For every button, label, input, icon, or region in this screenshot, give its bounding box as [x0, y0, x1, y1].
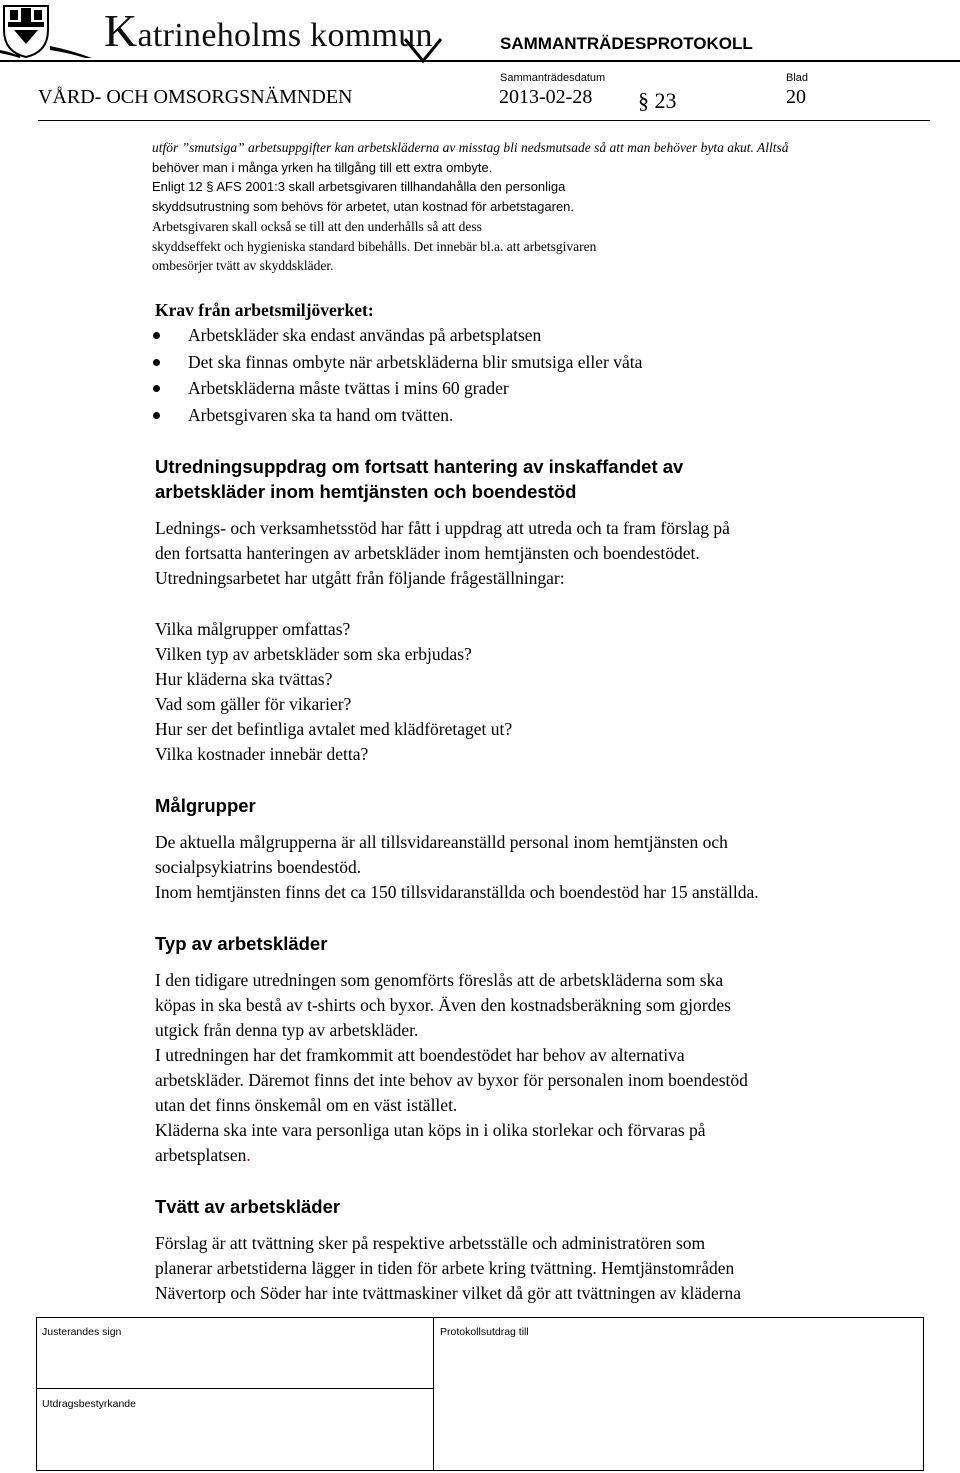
paragraph-line: De aktuella målgrupperna är all tillsvidareanställd personal inom hemtjänsten och — [155, 832, 728, 852]
intro-line: behöver man i många yrken ha tillgång till ett extra ombyte. — [152, 159, 493, 175]
protokollsutdrag-label: Protokollsutdrag till — [440, 1326, 529, 1338]
question: Vilka kostnader innebär detta? — [155, 744, 369, 764]
red-period: . — [246, 1145, 251, 1165]
question: Vilken typ av arbetskläder som ska erbjudas? — [155, 644, 472, 664]
bullet-icon — [153, 359, 160, 366]
krav-list — [155, 322, 895, 428]
page-number: 20 — [786, 86, 806, 108]
meeting-date: 2013-02-28 — [499, 86, 593, 108]
paragraph-line: socialpsykiatrins boendestöd. — [155, 857, 362, 877]
line-text: arbetsplatsen — [155, 1145, 247, 1165]
utredning-paragraph — [155, 516, 925, 591]
paragraph-line: köpas in ska bestå av t-shirts och byxor. Även den kostnadsberäkning som gjordes — [155, 995, 731, 1015]
question: Hur kläderna ska tvättas? — [155, 669, 333, 689]
intro-line: skyddseffekt och hygieniska standard bibehålls. Det innebär bl.a. att arbetsgivaren — [152, 238, 597, 254]
typ-heading: Typ av arbetskläder — [155, 933, 328, 954]
document-title: SAMMANTRÄDESPROTOKOLL — [500, 34, 753, 53]
heading-line: arbetskläder inom hemtjänsten och boendestöd — [155, 481, 577, 502]
list-item — [155, 402, 895, 429]
intro-line: utför ”smutsiga” arbetsuppgifter kan arbetskläderna av misstag bli nedsmutsade så att man behöver byta akut. Alltså — [152, 140, 789, 155]
section-value: 23 — [654, 88, 677, 113]
list-item — [155, 375, 895, 402]
paragraph-line: Lednings- och verksamhetsstöd har fått i uppdrag att utreda och ta fram förslag på — [155, 518, 730, 538]
list-item-text: Arbetskläder ska endast användas på arbetsplatsen — [188, 325, 542, 345]
paragraph-line: utgick från denna typ av arbetskläder. — [155, 1020, 419, 1040]
justerandes-sign-label: Justerandes sign — [42, 1326, 122, 1338]
paragraph-line: I den tidigare utredningen som genomförts föreslås att de arbetskläderna som ska — [155, 970, 724, 990]
board-name: VÅRD- OCH OMSORGSNÄMNDEN — [38, 86, 353, 108]
header-bottom-rule — [38, 120, 930, 121]
paragraph-line: planerar arbetstiderna lägger in tiden för arbete kring tvättning. Hemtjänstområden — [155, 1258, 735, 1278]
bullet-icon — [153, 332, 160, 339]
question: Vilka målgrupper omfattas? — [155, 619, 351, 639]
org-name: Katrineholms kommun — [104, 5, 433, 56]
intro-line: skyddsutrustning som behövs för arbetet, utan kostnad för arbetstagaren. — [152, 199, 575, 215]
header-rule — [0, 60, 960, 62]
footer-divider — [433, 1318, 434, 1470]
footer-divider — [37, 1388, 433, 1389]
paragraph-line: Nävertorp och Söder har inte tvättmaskiner vilket då gör att tvättningen av kläderna — [155, 1283, 742, 1303]
question: Hur ser det befintliga avtalet med klädföretaget ut? — [155, 719, 513, 739]
paragraph-line: arbetskläder. Däremot finns det inte behov av byxor för personalen inom boendestöd — [155, 1070, 748, 1090]
question: Vad som gäller för vikarier? — [155, 694, 352, 714]
paragraph-line: I utredningen har det framkommit att boendestödet har behov av alternativa — [155, 1045, 685, 1065]
question-list — [155, 617, 925, 767]
utdragsbestyrkande-label: Utdragsbestyrkande — [42, 1398, 136, 1410]
paragraph-line: den fortsatta hanteringen av arbetskläder inom hemtjänsten och boendestödet. — [155, 543, 700, 563]
intro-line: Enligt 12 § AFS 2001:3 skall arbetsgivaren tillhandahålla den personliga — [152, 179, 566, 195]
list-item-text: Det ska finnas ombyte när arbetskläderna blir smutsiga eller våta — [188, 351, 643, 372]
tvatt-paragraph — [155, 1231, 925, 1306]
section-number — [638, 88, 677, 114]
list-item-text: Arbetsgivaren ska ta hand om tvätten. — [188, 404, 454, 425]
intro-line: ombesörjer tvätt av skyddskläder. — [152, 258, 334, 274]
paragraph-line: Kläderna ska inte vara personliga utan köps in i olika storlekar och förvaras på — [155, 1120, 706, 1140]
paragraph-line: Förslag är att tvättning sker på respektive arbetsställe och administratören som — [155, 1233, 706, 1253]
paragraph-line — [155, 1143, 925, 1168]
paragraph-line: Utredningsarbetet har utgått från följande frågeställningar: — [155, 568, 565, 588]
coat-of-arms-logo — [0, 0, 92, 58]
list-item — [155, 349, 895, 376]
list-item — [155, 322, 895, 349]
intro-line: Arbetsgivaren skall också se till att den underhålls så att dess — [152, 218, 482, 234]
bullet-icon — [153, 385, 160, 392]
krav-heading: Krav från arbetsmiljöverket: — [155, 300, 374, 320]
tvatt-heading: Tvätt av arbetskläder — [155, 1196, 341, 1217]
date-label: Sammanträdesdatum — [500, 72, 606, 84]
bullet-icon — [153, 412, 160, 419]
paragraph-line: utan det finns önskemål om en väst istället. — [155, 1095, 458, 1115]
section-symbol: § — [638, 88, 649, 113]
typ-paragraph — [155, 968, 925, 1168]
paragraph-line: Inom hemtjänsten finns det ca 150 tillsvidaranställda och boendestöd har 15 anställda. — [155, 882, 759, 902]
heading-line: Utredningsuppdrag om fortsatt hantering av inskaffandet av — [155, 456, 684, 477]
list-item-text: Arbetskläderna måste tvättas i mins 60 grader — [188, 378, 509, 398]
malgrupper-paragraph — [155, 830, 925, 905]
page-label: Blad — [786, 72, 809, 84]
signature-footer — [36, 1317, 924, 1471]
intro-paragraph — [152, 138, 912, 276]
utredning-heading — [155, 454, 925, 504]
malgrupper-heading: Målgrupper — [155, 795, 256, 816]
